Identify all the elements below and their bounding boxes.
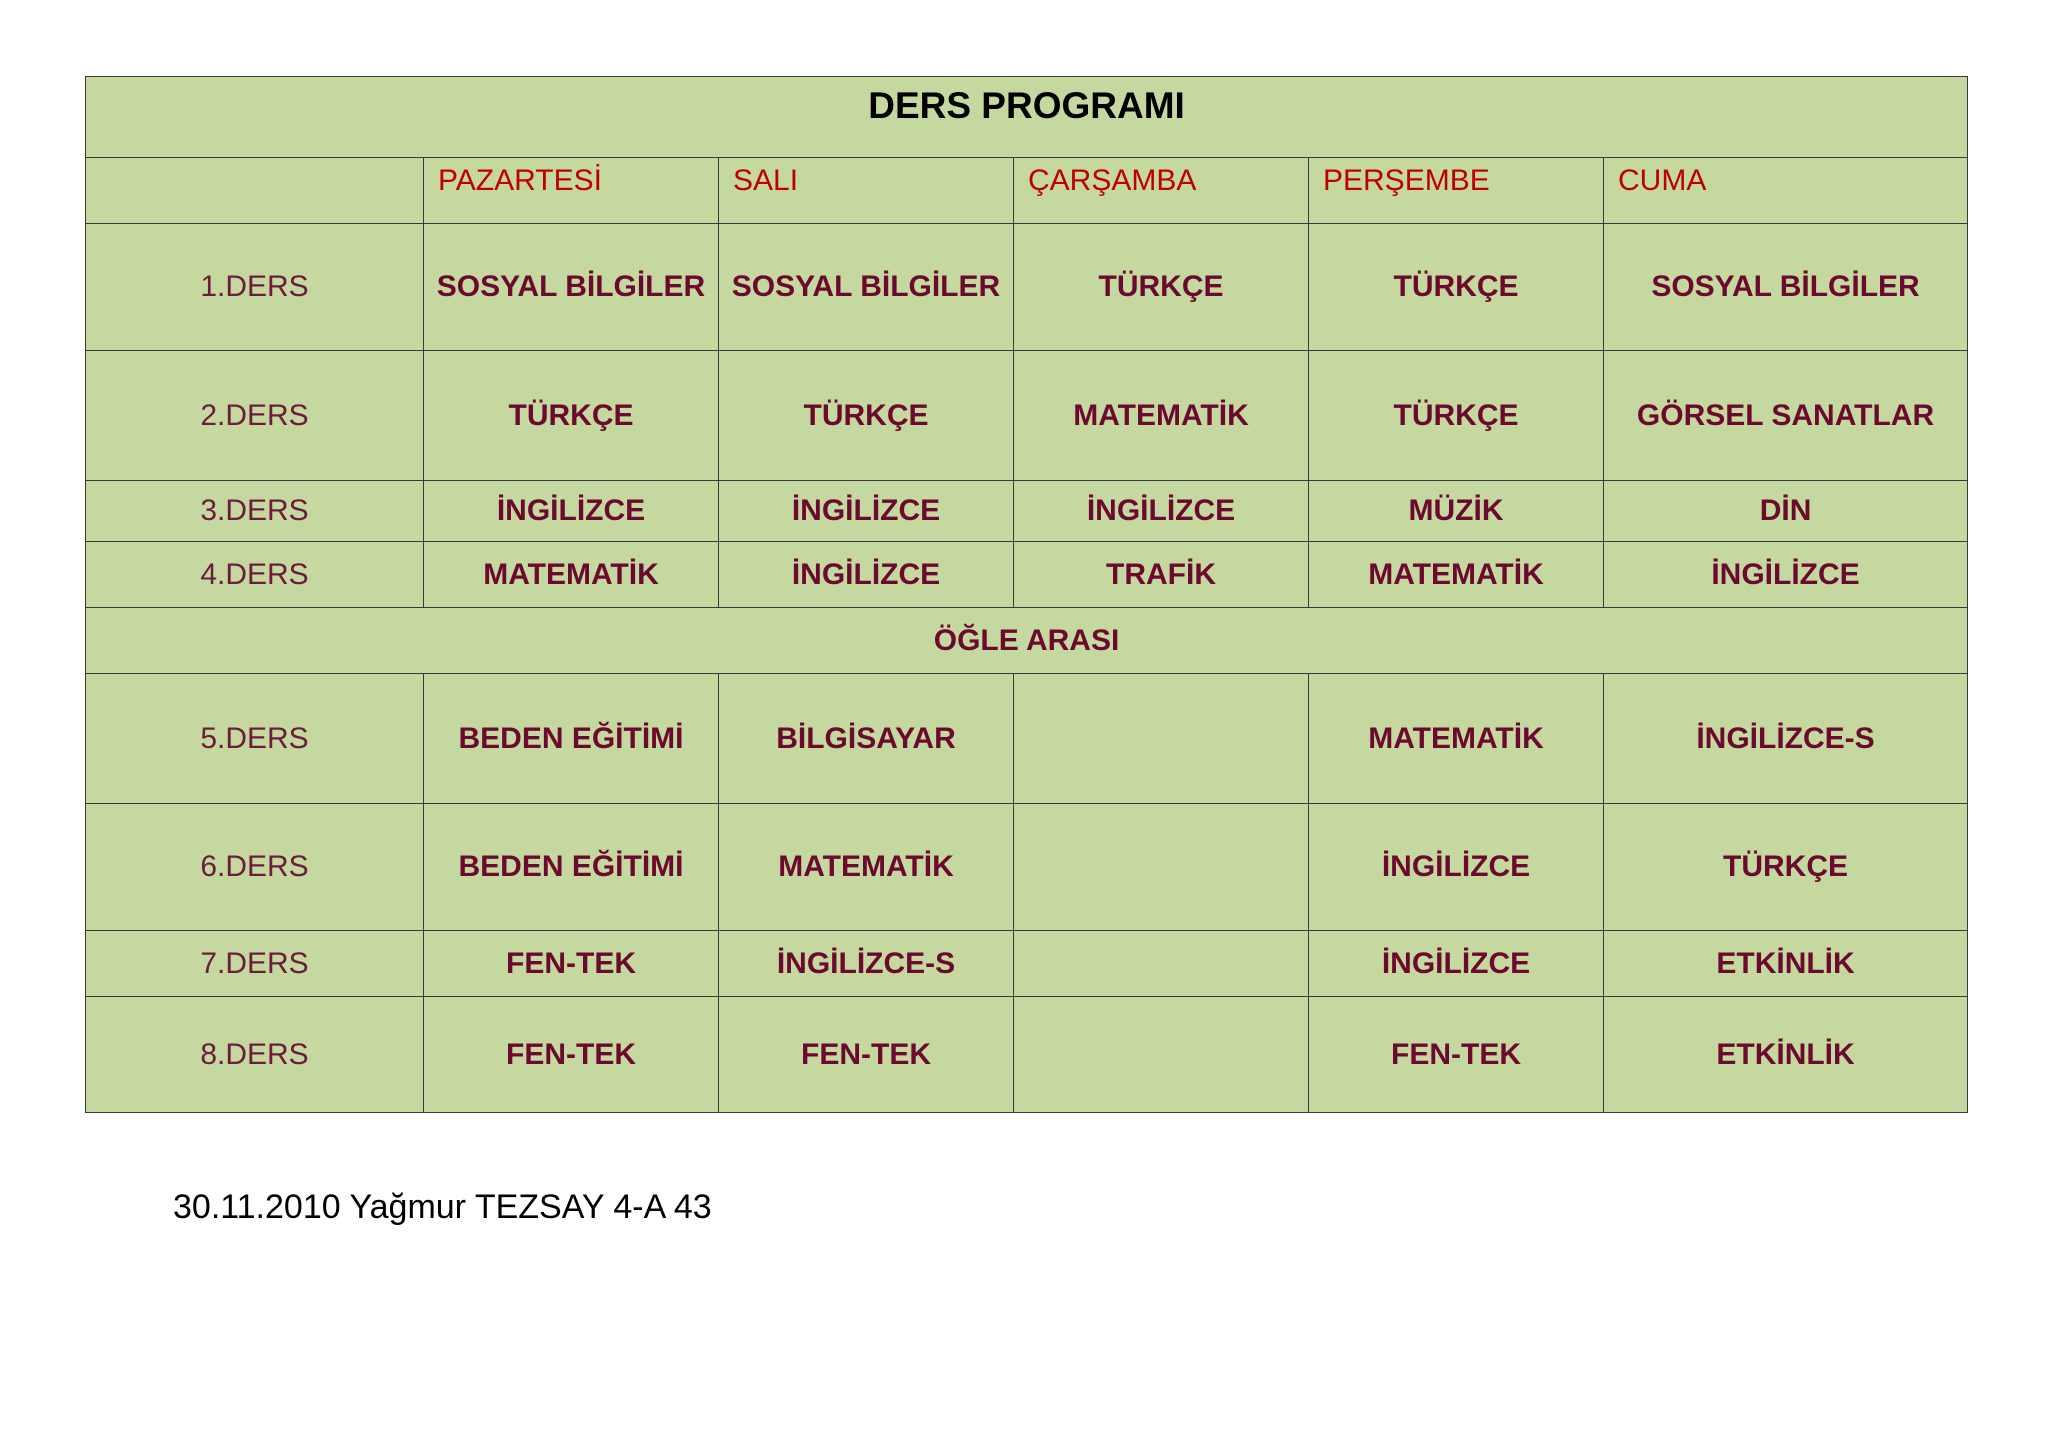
period-label: 7.DERS [86, 931, 424, 997]
lesson-cell [1014, 804, 1309, 931]
lesson-row [86, 997, 1968, 1113]
period-label: 1.DERS [86, 224, 424, 351]
lesson-row [86, 674, 1968, 804]
lesson-cell: İNGİLİZCE [1309, 931, 1604, 997]
lesson-cell: SOSYAL BİLGİLER [1604, 224, 1968, 351]
lesson-cell: TÜRKÇE [719, 351, 1014, 481]
lesson-cell: İNGİLİZCE [719, 542, 1014, 608]
period-label: 5.DERS [86, 674, 424, 804]
lesson-cell: ETKİNLİK [1604, 931, 1968, 997]
period-label: 6.DERS [86, 804, 424, 931]
period-label: 8.DERS [86, 997, 424, 1113]
lesson-cell: TRAFİK [1014, 542, 1309, 608]
lesson-cell: BİLGİSAYAR [719, 674, 1014, 804]
day-header: SALI [719, 158, 1014, 224]
lesson-row [86, 481, 1968, 542]
lesson-cell [1014, 997, 1309, 1113]
period-label: 3.DERS [86, 481, 424, 542]
lesson-cell: İNGİLİZCE [1309, 804, 1604, 931]
lesson-cell: İNGİLİZCE [719, 481, 1014, 542]
day-header-row [86, 158, 1968, 224]
lesson-cell: MATEMATİK [1014, 351, 1309, 481]
lesson-cell: BEDEN EĞİTİMİ [424, 804, 719, 931]
lunch-break-label: ÖĞLE ARASI [86, 608, 1968, 674]
lesson-row [86, 931, 1968, 997]
lesson-cell [1014, 674, 1309, 804]
lesson-row [86, 804, 1968, 931]
lesson-cell: SOSYAL BİLGİLER [424, 224, 719, 351]
lesson-cell: FEN-TEK [424, 997, 719, 1113]
lesson-cell: İNGİLİZCE-S [719, 931, 1014, 997]
lesson-cell: TÜRKÇE [1309, 224, 1604, 351]
schedule-title: DERS PROGRAMI [86, 77, 1968, 158]
lesson-cell: MATEMATİK [1309, 674, 1604, 804]
lesson-cell: MATEMATİK [719, 804, 1014, 931]
day-header: ÇARŞAMBA [1014, 158, 1309, 224]
corner-cell [86, 158, 424, 224]
lesson-cell: MATEMATİK [424, 542, 719, 608]
day-header: PAZARTESİ [424, 158, 719, 224]
lesson-row [86, 351, 1968, 481]
lesson-cell [1014, 931, 1309, 997]
day-header: PERŞEMBE [1309, 158, 1604, 224]
lesson-row [86, 224, 1968, 351]
lesson-cell: MATEMATİK [1309, 542, 1604, 608]
lesson-row [86, 542, 1968, 608]
lesson-cell: GÖRSEL SANATLAR [1604, 351, 1968, 481]
lesson-cell: MÜZİK [1309, 481, 1604, 542]
lesson-cell: FEN-TEK [719, 997, 1014, 1113]
title-row [86, 77, 1968, 158]
lesson-cell: TÜRKÇE [424, 351, 719, 481]
lesson-cell: BEDEN EĞİTİMİ [424, 674, 719, 804]
lesson-cell: SOSYAL BİLGİLER [719, 224, 1014, 351]
lesson-cell: TÜRKÇE [1309, 351, 1604, 481]
lesson-cell: İNGİLİZCE [1014, 481, 1309, 542]
footer-note: 30.11.2010 Yağmur TEZSAY 4-A 43 [173, 1188, 712, 1226]
lesson-cell: FEN-TEK [1309, 997, 1604, 1113]
lesson-cell: DİN [1604, 481, 1968, 542]
lesson-cell: İNGİLİZCE [424, 481, 719, 542]
lesson-cell: İNGİLİZCE-S [1604, 674, 1968, 804]
lesson-cell: ETKİNLİK [1604, 997, 1968, 1113]
period-label: 2.DERS [86, 351, 424, 481]
lesson-cell: FEN-TEK [424, 931, 719, 997]
period-label: 4.DERS [86, 542, 424, 608]
lesson-cell: TÜRKÇE [1014, 224, 1309, 351]
break-row [86, 608, 1968, 674]
lesson-cell: İNGİLİZCE [1604, 542, 1968, 608]
day-header: CUMA [1604, 158, 1968, 224]
schedule-table [85, 76, 1968, 1113]
lesson-cell: TÜRKÇE [1604, 804, 1968, 931]
